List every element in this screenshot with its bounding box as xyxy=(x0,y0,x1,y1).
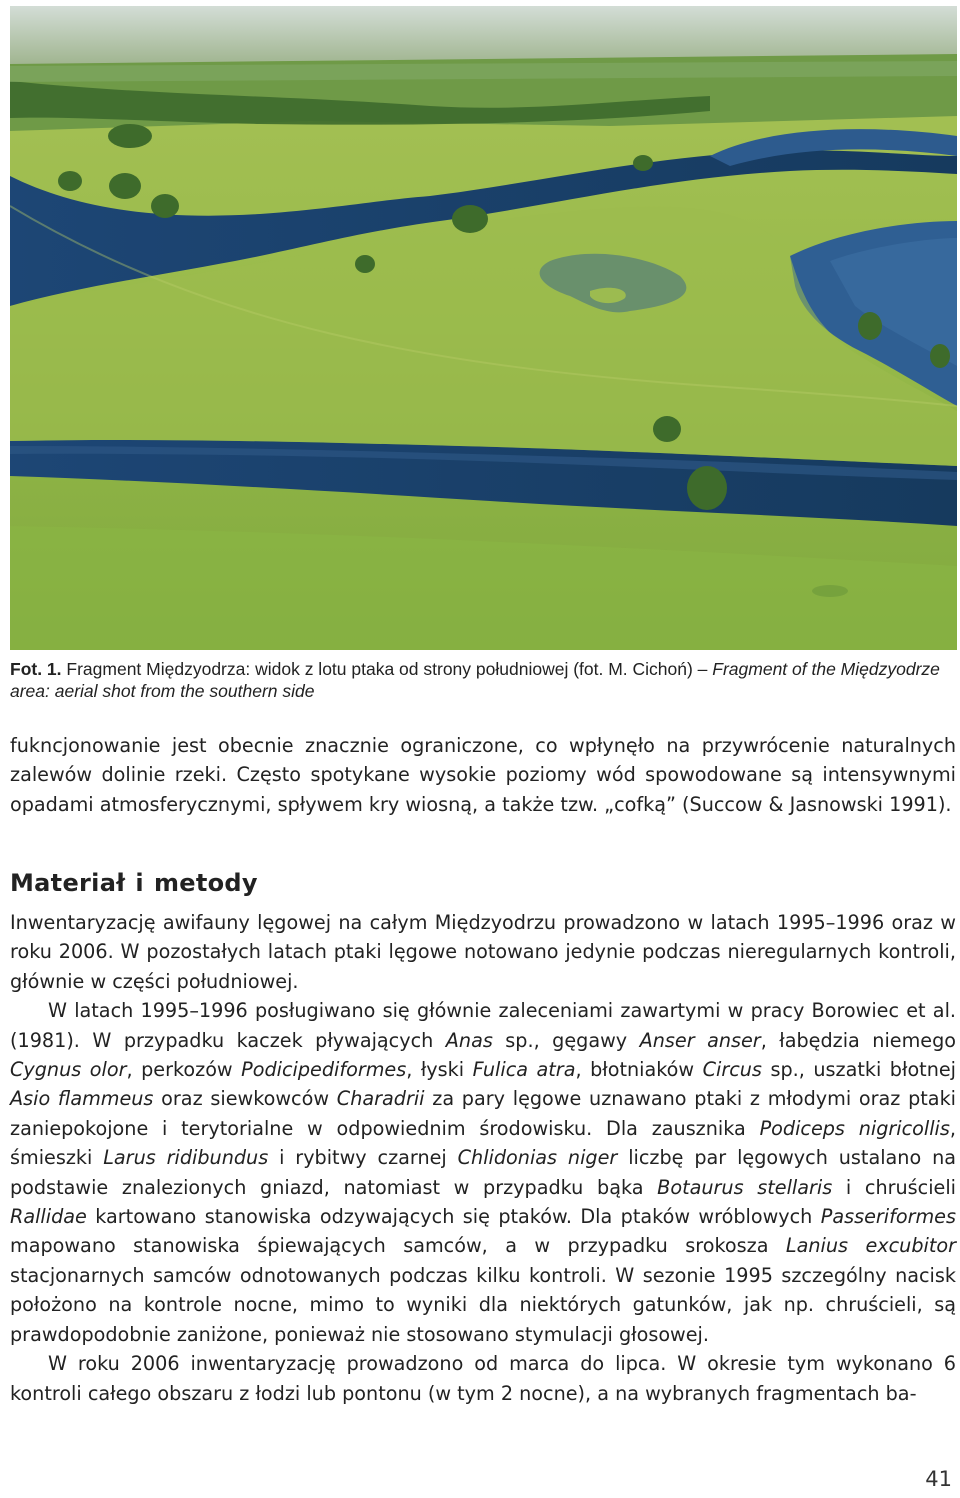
heading-word: Materiał xyxy=(10,869,126,897)
methods-paragraph-2 xyxy=(10,996,956,1349)
caption-polish: Fragment Międzyodrza: widok z lotu ptaka od strony południowej (fot. M. Cichoń) xyxy=(66,659,693,679)
taxon-name: Lanius excubitor xyxy=(785,1234,956,1258)
methods-text xyxy=(10,908,956,1408)
text-run: stacjonarnych samców odnotowanych podczas kilku kontroli. W sezonie 1995 szczególny nacisk położono na kontrole nocne, mimo to wyniki dla niektórych gatunków, jak np. chruścieli, są prawdopodobnie zaniżone, ponieważ nie stosowano stymulacji głosowej. xyxy=(10,1263,956,1346)
intro-paragraph: fukncjonowanie jest obecnie znacznie ograniczone, co wpłynęło na przywrócenie naturalnych zalewów dolinie rzeki. Często spotykane wysokie poziomy wód spowodowane są intensywnymi opadami atmosferycznymi, spływem kry wiosną, a także tzw. „cofką” (Succow & Jasnowski 1991). xyxy=(10,734,956,816)
figure-caption xyxy=(10,658,956,702)
page-number: 41 xyxy=(925,1467,952,1491)
text-run: , śmieszki xyxy=(10,1116,956,1170)
heading-word: metody xyxy=(153,869,258,897)
methods-paragraph-3: W roku 2006 inwentaryzację prowadzono od marca do lipca. W okresie tym wykonano 6 kontroli całego obszaru z łodzi lub pontonu (w tym 2 nocne), a na wybranych fragmentach ba- xyxy=(10,1352,956,1405)
text-run: za pary lęgowe uznawano ptaki z młodymi oraz ptaki zaniepokojone i terytorialne w odpowiednim środowisku. Dla zausznika xyxy=(10,1087,957,1140)
heading-word: i xyxy=(135,869,144,897)
text-run: sp., uszatki błotnej xyxy=(761,1058,957,1082)
aerial-photo xyxy=(10,6,957,650)
taxon-name: Anas xyxy=(445,1028,493,1052)
text-run: , łyski xyxy=(406,1058,473,1082)
taxon-name: Passeriformes xyxy=(820,1205,956,1229)
text-run: i rybitwy czarnej xyxy=(268,1146,458,1170)
text-run: , błotniaków xyxy=(575,1058,703,1082)
text-run: liczbę par lęgowych ustalano na podstawie znalezionych gniazd, natomiast w przypadku bąka xyxy=(10,1146,957,1199)
taxon-name: Fulica atra xyxy=(472,1058,576,1082)
caption-dash: – xyxy=(692,659,713,679)
caption-english: Fragment of the Międzyodrze area: aerial shot from the southern side xyxy=(10,659,940,701)
text-run: W latach 1995–1996 posługiwano się głównie zaleceniami zawartymi w pracy Borowiec et al. (1981). W przypadku kaczek pływających xyxy=(10,999,956,1052)
text-run: kartowano stanowiska odzywających się ptaków. Dla ptaków wróblowych xyxy=(86,1205,821,1229)
taxon-name: Larus ridibundus xyxy=(103,1146,269,1170)
taxon-name: Charadrii xyxy=(336,1087,425,1111)
text-run: oraz siewkowców xyxy=(153,1087,337,1111)
taxon-name: Podicipediformes xyxy=(241,1058,407,1082)
taxon-name: Rallidae xyxy=(10,1205,87,1229)
taxon-name: Chlidonias niger xyxy=(457,1146,618,1170)
intro-text xyxy=(10,731,956,819)
text-run: sp., gęgawy xyxy=(492,1028,640,1052)
taxon-name: Anser anser xyxy=(639,1028,761,1052)
taxon-name: Podiceps nigricollis xyxy=(759,1116,950,1140)
text-run: , perkozów xyxy=(126,1058,242,1082)
taxon-name: Cygnus olor xyxy=(10,1058,127,1082)
methods-paragraph-1: Inwentaryzację awifauny lęgowej na całym Międzyodrzu prowadzono w latach 1995–1996 oraz w roku 2006. W pozostałych latach ptaki lęgowe notowano jedynie podczas nieregularnych kontroli, głównie w części południowej. xyxy=(10,911,956,993)
text-run: i chruścieli xyxy=(832,1175,956,1199)
taxon-name: Circus xyxy=(702,1058,762,1082)
text-run: mapowano stanowiska śpiewających samców, a w przypadku srokosza xyxy=(10,1234,786,1258)
figure-label: Fot. 1. xyxy=(10,659,62,679)
taxon-name: Asio flammeus xyxy=(10,1087,154,1111)
section-heading xyxy=(10,869,258,897)
text-run: , łabędzia niemego xyxy=(760,1028,957,1052)
taxon-name: Botaurus stellaris xyxy=(657,1175,833,1199)
